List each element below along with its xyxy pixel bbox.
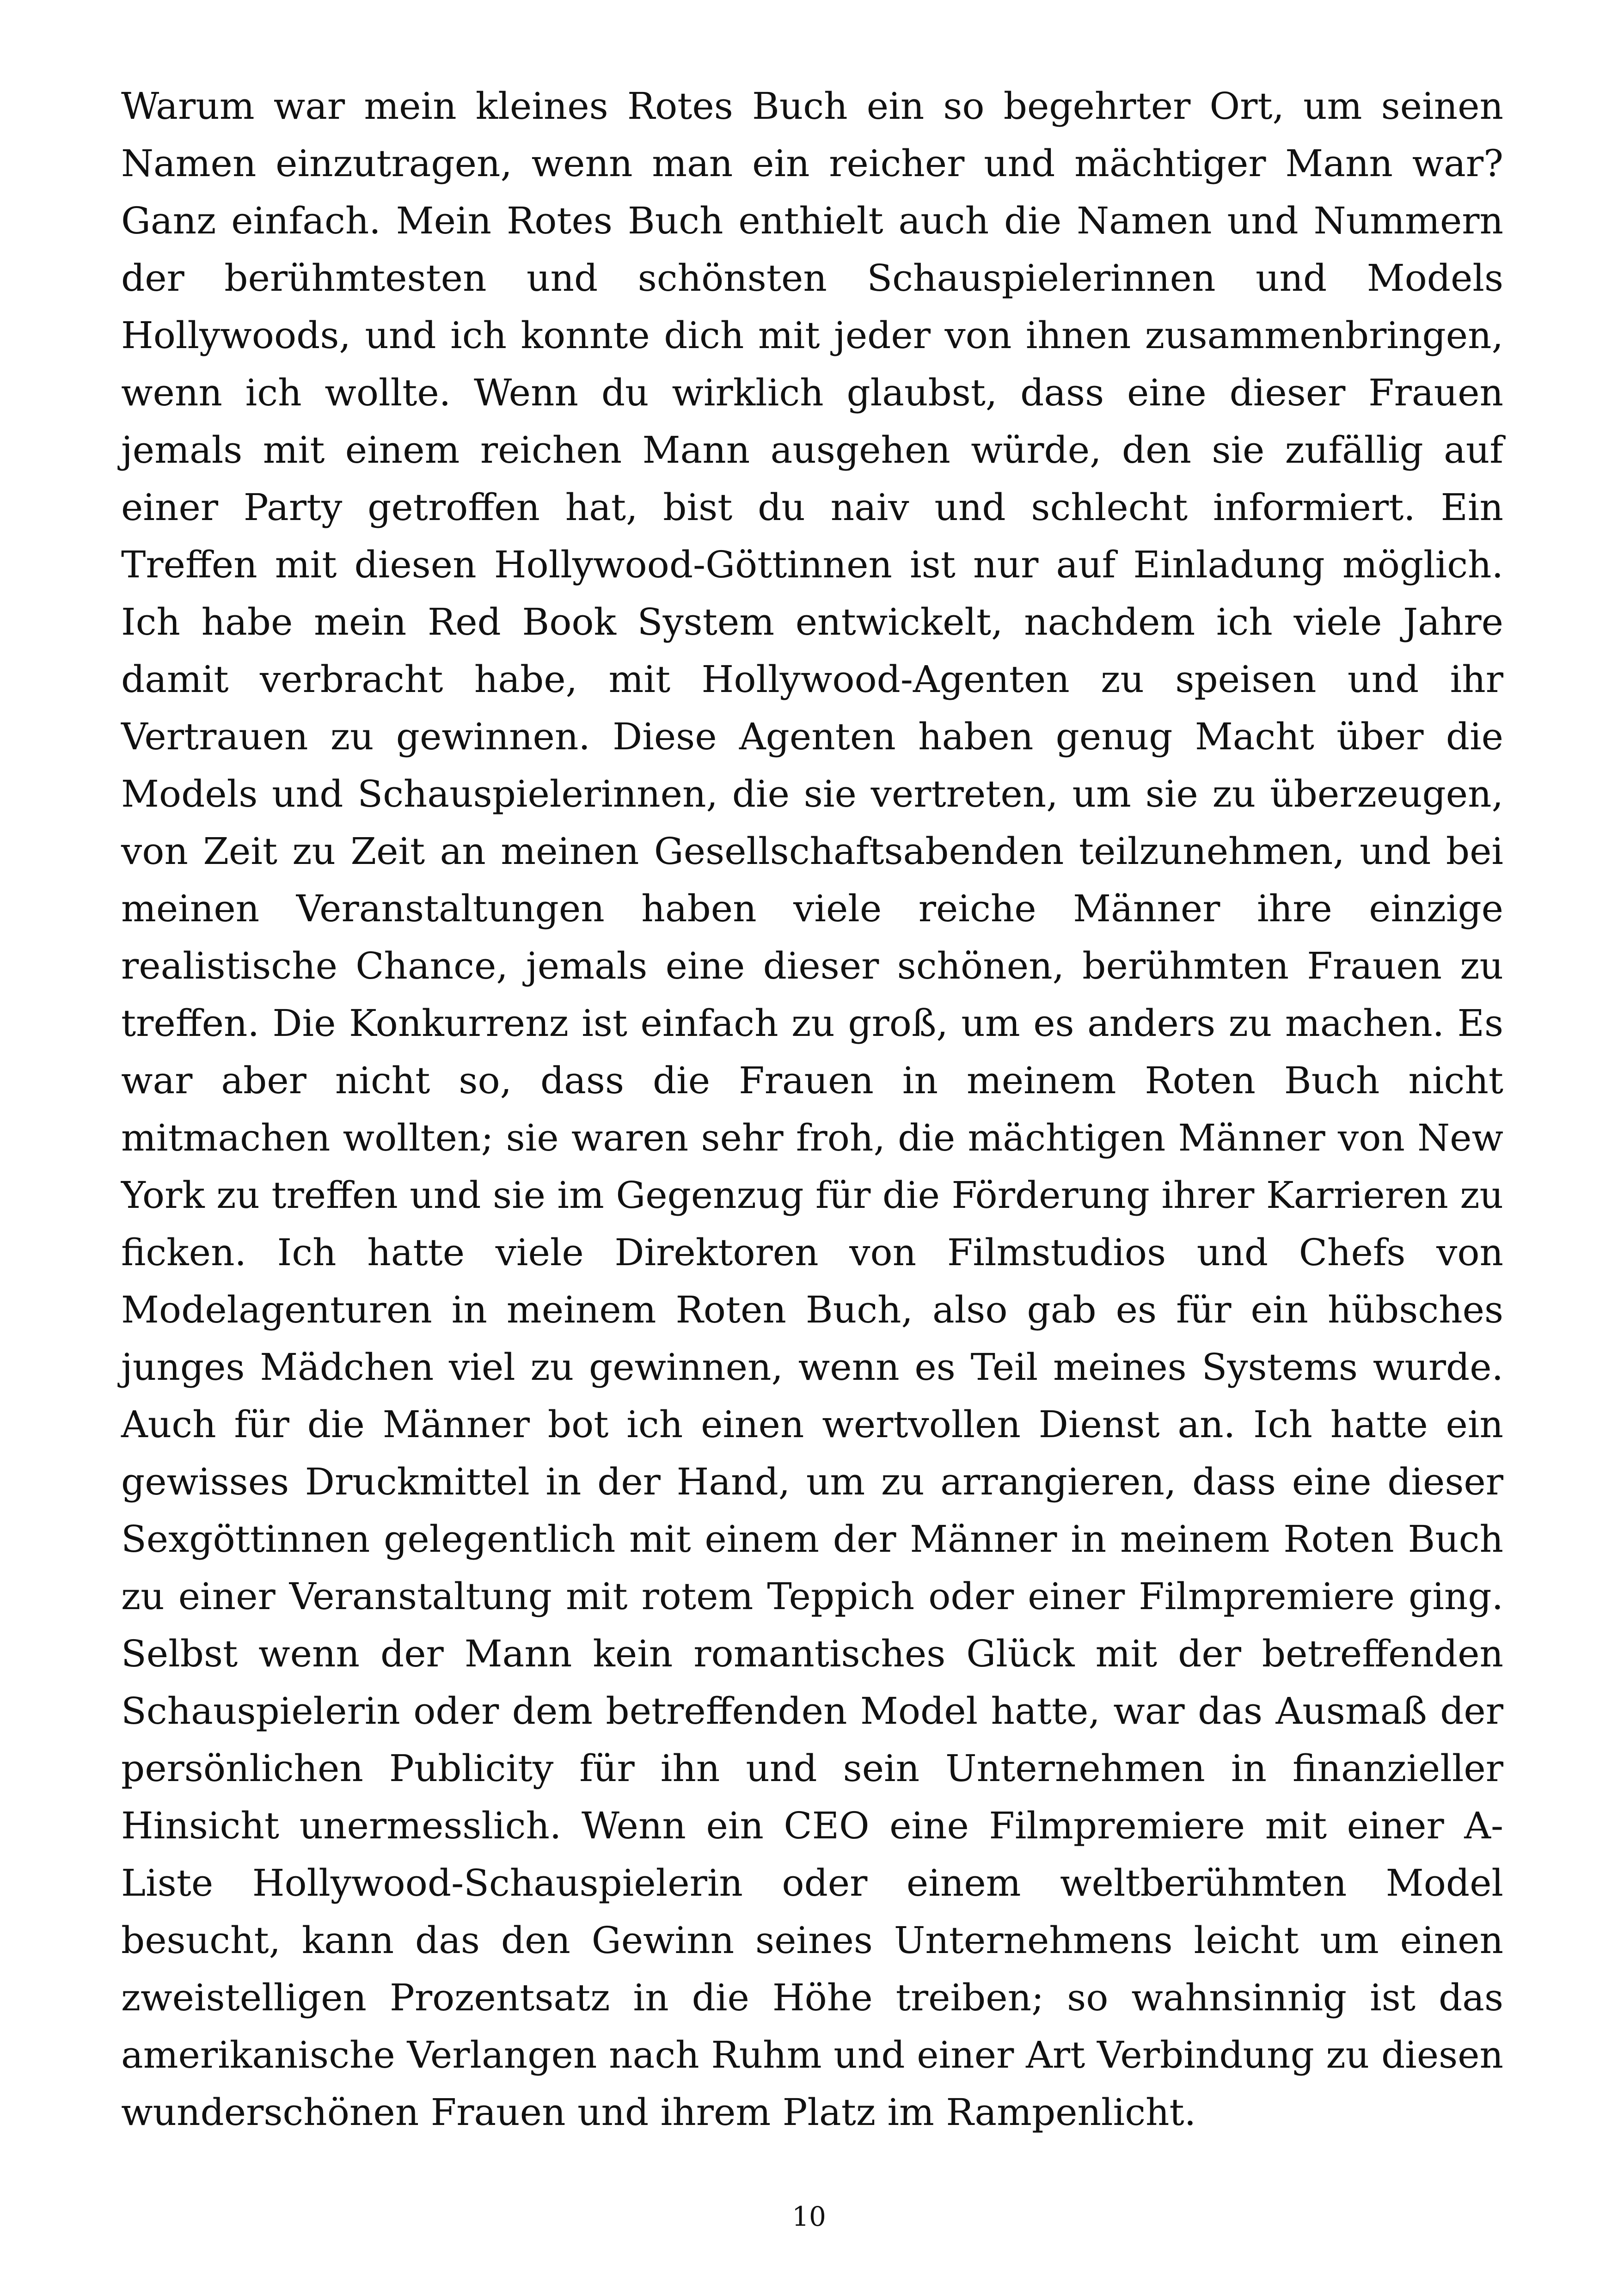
body-paragraph: Warum war mein kleines Rotes Buch ein so begehrter Ort, um seinen Namen einzutragen, wenn man ein reicher und mächtiger Mann war? Ganz einfach. Mein Rotes Buch enthielt auch die Namen und Nummern der berühmtesten und schönsten Schauspielerinnen und Models Hollywoods, und ich konnte dich mit jeder von ihnen zusammenbringen, wenn ich wollte. Wenn du wirklich glaubst, dass eine dieser Frauen jemals mit einem reichen Mann ausgehen würde, den sie zufällig auf einer Party getroffen hat, bist du naiv und schlecht informiert. Ein Treffen mit diesen Hollywood-Göttinnen ist nur auf Einladung möglich. Ich habe mein Red Book System entwickelt, nachdem ich viele Jahre damit verbracht habe, mit Hollywood-Agenten zu speisen und ihr Vertrauen zu gewinnen. Diese Agenten haben genug Macht über die Models und Schauspielerinnen, die sie vertreten, um sie zu überzeugen, von Zeit zu Zeit an meinen Gesellschaftsabenden teilzunehmen, und bei meinen Veranstaltungen haben viele reiche Männer ihre einzige realistische Chance, jemals eine dieser schönen, berühmten Frauen zu treffen. Die Konkurrenz ist einfach zu groß, um es anders zu machen. Es war aber nicht so, dass die Frauen in meinem Roten Buch nicht mitmachen wollten; sie waren sehr froh, die mächtigen Männer von New York zu treffen und sie im Gegenzug für die Förderung ihrer Karrieren zu ficken. Ich hatte viele Direktoren von Filmstudios und Chefs von Modelagenturen in meinem Roten Buch, also gab es für ein hübsches junges Mädchen viel zu gewinnen, wenn es Teil meines Systems wurde. Auch für die Männer bot ich einen wertvollen Dienst an. Ich hatte ein gewisses Druckmittel in der Hand, um zu arrangieren, dass eine dieser Sexgöttinnen gelegentlich mit einem der Männer in meinem Roten Buch zu einer Veranstaltung mit rotem Teppich oder einer Filmpremiere ging. Selbst wenn der Mann kein romantisches Glück mit der betreffenden Schauspielerin oder dem betreffenden Model hatte, war das Ausmaß der persönlichen Publicity für ihn und sein Unternehmen in finanzieller Hinsicht unermesslich. Wenn ein CEO eine Filmpremiere mit einer A-Liste Hollywood-Schauspielerin oder einem weltberühmten Model besucht, kann das den Gewinn seines Unternehmens leicht um einen zweistelligen Prozentsatz in die Höhe treiben; so wahnsinnig ist das amerikanische Verlangen nach Ruhm und einer Art Verbindung zu diesen wunderschönen Frauen und ihrem Platz im Rampenlicht. bbox=[121, 85, 1503, 2134]
page-number: 10 bbox=[792, 2201, 826, 2232]
